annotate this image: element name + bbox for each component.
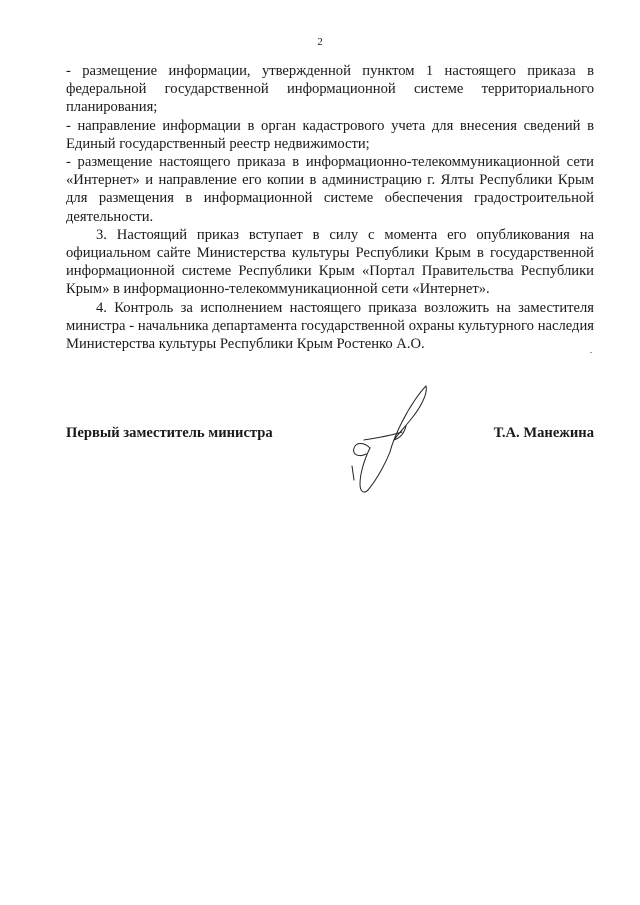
paragraph-control: 4. Контроль за исполнением настоящего приказа возложить на заместителя министра - начальника департамента государственной охраны культурного наследия Министерства культуры Республики Крым Ростенко А.О.: [66, 299, 594, 353]
scan-speck: [590, 352, 592, 353]
handwritten-signature-icon: [346, 382, 436, 494]
paragraph-cadastral: - направление информации в орган кадастрового учета для внесения сведений в Единый государственный реестр недвижимости;: [66, 117, 594, 152]
paragraph-effective-date: 3. Настоящий приказ вступает в силу с момента его опубликования на официальном сайте Министерства культуры Республики Крым в государственной информационной системе Республики Крым «Портал Правительства Республики Крым» в информационно-телекоммуникационной сети «Интернет».: [66, 226, 594, 298]
document-body: [66, 62, 594, 353]
paragraph-internet-posting: - размещение настоящего приказа в информационно-телекоммуникационной сети «Интернет» и направление его копии в администрацию г. Ялты Республики Крым для размещения в информационной системе обеспечения градостроительной деятельности.: [66, 154, 594, 225]
signatory-name: Т.А. Манежина: [493, 425, 594, 441]
page-number: 2: [317, 36, 323, 48]
signatory-position: Первый заместитель министра: [66, 425, 273, 441]
signature-block: [66, 425, 594, 442]
paragraph-posting-info: - размещение информации, утвержденной пунктом 1 настоящего приказа в федеральной государственной информационной системе территориального планирования;: [66, 63, 594, 116]
